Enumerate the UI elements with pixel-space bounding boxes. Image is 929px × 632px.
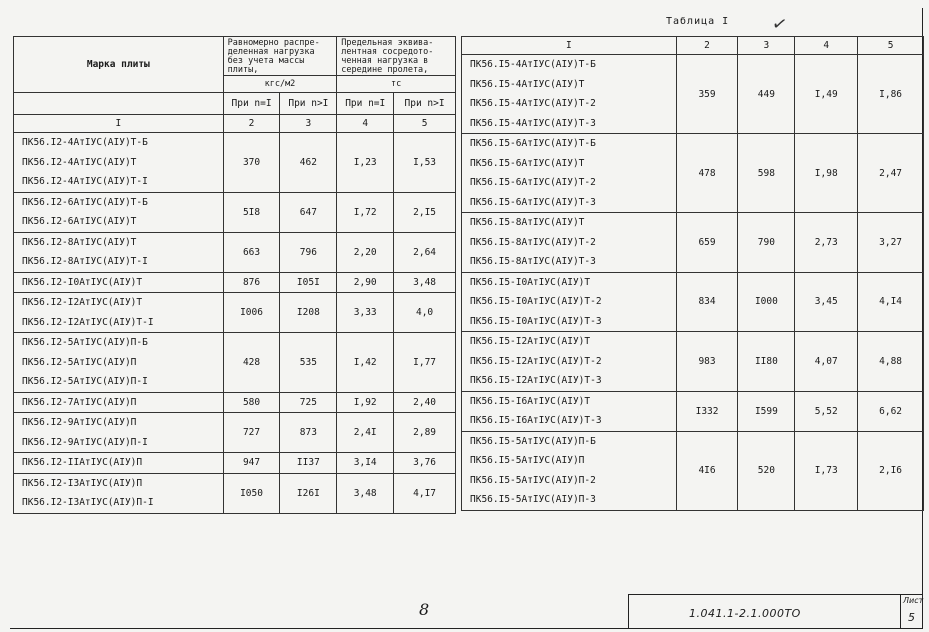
check-mark: ✓ <box>769 12 790 37</box>
brand-name: ПК56.I5-5АтIУС(АIУ)П-3 <box>470 494 596 505</box>
value-cell-v2: 727 <box>223 413 280 453</box>
right-table <box>461 36 924 511</box>
value-cell-v4: I,49 <box>795 55 858 134</box>
brand-name: ПК56.I5-6АтIУС(АIУ)Т <box>470 157 585 169</box>
brand-name: ПК56.I5-I0АтIУС(АIУ)Т <box>470 276 591 288</box>
table-row <box>14 272 456 293</box>
brand-cell <box>14 232 224 272</box>
title-block <box>628 594 923 629</box>
value-cell-v5: 4,88 <box>858 332 924 392</box>
brand-name: ПК56.I5-8АтIУС(АIУ)Т-3 <box>470 256 596 267</box>
brand-name: ПК56.I2-4АтIУС(АIУ)Т-I <box>22 176 148 187</box>
brand-name: ПК56.I2-I2АтIУС(АIУ)Т-I <box>22 316 154 328</box>
value-cell-v4: I,42 <box>337 333 394 393</box>
brand-cell <box>14 392 224 413</box>
value-cell-v3: 520 <box>738 431 795 510</box>
brand-name: ПК56.I2-4АтIУС(АIУ)Т-Б <box>22 137 148 148</box>
value-cell-v2: 663 <box>223 232 280 272</box>
brand-cell <box>14 133 224 193</box>
brand-name: ПК56.I5-I6АтIУС(АIУ)Т-3 <box>470 415 602 426</box>
header-spacer <box>14 93 224 115</box>
header-limit-unit: тс <box>337 76 456 93</box>
value-cell-v3: I000 <box>738 272 795 332</box>
header-uniform-unit: кгс/м2 <box>223 76 337 93</box>
brand-cell <box>462 391 677 431</box>
brand-name: ПК56.I5-4АтIУС(АIУ)Т <box>470 78 585 90</box>
brand-name: ПК56.I2-5АтIУС(АIУ)П <box>22 356 137 368</box>
brand-cell <box>462 272 677 332</box>
table-row <box>14 392 456 413</box>
value-cell-v5: 2,I6 <box>858 431 924 510</box>
brand-cell <box>462 332 677 392</box>
brand-name: ПК56.I5-4АтIУС(АIУ)Т-3 <box>470 117 596 129</box>
header-uniform-load: Равномерно распре-деленная нагрузка без учета массы плиты, <box>223 37 337 76</box>
value-cell-v3: 873 <box>280 413 337 453</box>
table-row <box>14 293 456 333</box>
col-number-1: I <box>14 115 224 133</box>
value-cell-v5: I,86 <box>858 55 924 134</box>
table-label: Таблица I <box>666 16 730 27</box>
value-cell-v2: 947 <box>223 453 280 474</box>
brand-name: ПК56.I2-8АтIУС(АIУ)Т <box>22 236 137 248</box>
value-cell-v5: 2,I5 <box>394 192 456 232</box>
value-cell-v2: I332 <box>676 391 738 431</box>
brand-name: ПК56.I5-5АтIУС(АIУ)П-2 <box>470 474 596 486</box>
col-number-1: I <box>462 37 677 55</box>
table-row <box>14 232 456 272</box>
brand-name: ПК56.I5-I0АтIУС(АIУ)Т-3 <box>470 315 602 327</box>
value-cell-v4: I,23 <box>337 133 394 193</box>
brand-cell <box>462 55 677 134</box>
brand-name: ПК56.I5-4АтIУС(АIУ)Т-2 <box>470 98 596 109</box>
left-table <box>13 36 456 514</box>
value-cell-v2: 5I8 <box>223 192 280 232</box>
value-cell-v3: I05I <box>280 272 337 293</box>
brand-name: ПК56.I2-I2АтIУС(АIУ)Т <box>22 297 143 308</box>
value-cell-v4: 4,07 <box>795 332 858 392</box>
page-mark: 8 <box>419 600 430 619</box>
value-cell-v5: 4,I7 <box>394 473 456 513</box>
brand-name: ПК56.I2-IIАтIУС(АIУ)П <box>22 457 143 468</box>
table-row <box>14 473 456 513</box>
value-cell-v5: 2,89 <box>394 413 456 453</box>
header-n1b: При n=I <box>337 93 394 115</box>
value-cell-v3: 725 <box>280 392 337 413</box>
header-brand: Марка плиты <box>14 37 224 93</box>
value-cell-v5: 4,0 <box>394 293 456 333</box>
header-n-gt: При n>I <box>280 93 337 115</box>
table-row <box>462 55 924 134</box>
brand-cell <box>14 473 224 513</box>
table-row <box>462 213 924 273</box>
sheet-label: Лист <box>903 596 924 605</box>
value-cell-v3: 790 <box>738 213 795 273</box>
brand-name: ПК56.I2-I3АтIУС(АIУ)П <box>22 477 143 489</box>
value-cell-v3: 535 <box>280 333 337 393</box>
brand-name: ПК56.I2-9АтIУС(АIУ)П-I <box>22 436 148 448</box>
brand-cell <box>14 333 224 393</box>
value-cell-v5: 3,27 <box>858 213 924 273</box>
brand-cell <box>462 134 677 213</box>
brand-cell <box>14 272 224 293</box>
brand-cell <box>462 431 677 510</box>
brand-name: ПК56.I5-5АтIУС(АIУ)П-Б <box>470 435 596 447</box>
value-cell-v3: I208 <box>280 293 337 333</box>
brand-name: ПК56.I2-I3АтIУС(АIУ)П-I <box>22 497 154 508</box>
value-cell-v2: 428 <box>223 333 280 393</box>
value-cell-v3: II37 <box>280 453 337 474</box>
value-cell-v5: 2,47 <box>858 134 924 213</box>
value-cell-v5: 2,64 <box>394 232 456 272</box>
value-cell-v4: 3,48 <box>337 473 394 513</box>
value-cell-v4: 3,I4 <box>337 453 394 474</box>
value-cell-v2: 834 <box>676 272 738 332</box>
brand-name: ПК56.I2-4АтIУС(АIУ)Т <box>22 156 137 168</box>
sheet-box <box>900 595 923 629</box>
table-row <box>14 133 456 193</box>
value-cell-v3: I599 <box>738 391 795 431</box>
brand-name: ПК56.I5-6АтIУС(АIУ)Т-Б <box>470 138 596 149</box>
value-cell-v3: I26I <box>280 473 337 513</box>
table-row <box>14 413 456 453</box>
value-cell-v4: I,98 <box>795 134 858 213</box>
value-cell-v3: 647 <box>280 192 337 232</box>
brand-name: ПК56.I5-4АтIУС(АIУ)Т-Б <box>470 59 596 70</box>
value-cell-v5: 4,I4 <box>858 272 924 332</box>
brand-cell <box>14 192 224 232</box>
table-row <box>14 333 456 393</box>
table-row <box>462 272 924 332</box>
table-row <box>462 332 924 392</box>
value-cell-v3: 598 <box>738 134 795 213</box>
col-number-2: 2 <box>223 115 280 133</box>
table-row <box>462 431 924 510</box>
table-row <box>462 391 924 431</box>
col-number-2: 2 <box>676 37 738 55</box>
brand-name: ПК56.I5-8АтIУС(АIУ)Т <box>470 217 585 228</box>
brand-name: ПК56.I5-I6АтIУС(АIУ)Т <box>470 395 591 407</box>
brand-name: ПК56.I5-8АтIУС(АIУ)Т-2 <box>470 236 596 248</box>
brand-cell <box>14 413 224 453</box>
value-cell-v4: I,72 <box>337 192 394 232</box>
brand-cell <box>462 213 677 273</box>
brand-name: ПК56.I2-I0АтIУС(АIУ)Т <box>22 276 143 288</box>
value-cell-v4: 2,4I <box>337 413 394 453</box>
value-cell-v2: 359 <box>676 55 738 134</box>
brand-name: ПК56.I5-6АтIУС(АIУ)Т-2 <box>470 177 596 188</box>
brand-cell <box>14 293 224 333</box>
value-cell-v2: 580 <box>223 392 280 413</box>
header-n1: При n=I <box>223 93 280 115</box>
header-n-gtb: При n>I <box>394 93 456 115</box>
col-number-3: 3 <box>280 115 337 133</box>
col-number-5: 5 <box>394 115 456 133</box>
value-cell-v5: 3,48 <box>394 272 456 293</box>
value-cell-v2: I050 <box>223 473 280 513</box>
value-cell-v2: 983 <box>676 332 738 392</box>
brand-name: ПК56.I5-I2АтIУС(АIУ)Т-2 <box>470 355 602 367</box>
brand-name: ПК56.I2-5АтIУС(АIУ)П-I <box>22 376 148 387</box>
sheet-number: 5 <box>908 611 915 624</box>
table-row <box>462 134 924 213</box>
value-cell-v4: I,92 <box>337 392 394 413</box>
brand-name: ПК56.I2-9АтIУС(АIУ)П <box>22 417 137 428</box>
value-cell-v3: 462 <box>280 133 337 193</box>
brand-name: ПК56.I2-7АтIУС(АIУ)П <box>22 396 137 408</box>
value-cell-v5: 6,62 <box>858 391 924 431</box>
brand-name: ПК56.I5-I0АтIУС(АIУ)Т-2 <box>470 296 602 307</box>
col-number-3: 3 <box>738 37 795 55</box>
value-cell-v4: 2,73 <box>795 213 858 273</box>
brand-name: ПК56.I5-6АтIУС(АIУ)Т-3 <box>470 196 596 208</box>
brand-name: ПК56.I2-6АтIУС(АIУ)Т <box>22 216 137 227</box>
value-cell-v2: 4I6 <box>676 431 738 510</box>
value-cell-v4: 3,33 <box>337 293 394 333</box>
value-cell-v3: 796 <box>280 232 337 272</box>
value-cell-v2: 370 <box>223 133 280 193</box>
value-cell-v4: 2,20 <box>337 232 394 272</box>
document-code: 1.041.1-2.1.000ТО <box>689 607 801 620</box>
brand-name: ПК56.I5-I2АтIУС(АIУ)Т <box>470 336 591 347</box>
value-cell-v5: 3,76 <box>394 453 456 474</box>
value-cell-v4: 2,90 <box>337 272 394 293</box>
brand-name: ПК56.I2-8АтIУС(АIУ)Т-I <box>22 256 148 267</box>
value-cell-v5: I,77 <box>394 333 456 393</box>
col-number-4: 4 <box>795 37 858 55</box>
value-cell-v4: 3,45 <box>795 272 858 332</box>
brand-name: ПК56.I5-5АтIУС(АIУ)П <box>470 455 585 466</box>
value-cell-v2: I006 <box>223 293 280 333</box>
table-row <box>14 453 456 474</box>
col-number-4: 4 <box>337 115 394 133</box>
value-cell-v3: 449 <box>738 55 795 134</box>
value-cell-v4: I,73 <box>795 431 858 510</box>
value-cell-v2: 876 <box>223 272 280 293</box>
header-limit-load: Предельная эквива-лентная сосредото-ченная нагрузка в середине пролета, <box>337 37 456 76</box>
brand-cell <box>14 453 224 474</box>
brand-name: ПК56.I5-I2АтIУС(АIУ)Т-3 <box>470 375 602 386</box>
value-cell-v2: 659 <box>676 213 738 273</box>
brand-name: ПК56.I2-6АтIУС(АIУ)Т-Б <box>22 196 148 208</box>
value-cell-v5: 2,40 <box>394 392 456 413</box>
value-cell-v2: 478 <box>676 134 738 213</box>
value-cell-v3: II80 <box>738 332 795 392</box>
table-row <box>14 192 456 232</box>
brand-name: ПК56.I2-5АтIУС(АIУ)П-Б <box>22 337 148 348</box>
col-number-5: 5 <box>858 37 924 55</box>
value-cell-v5: I,53 <box>394 133 456 193</box>
value-cell-v4: 5,52 <box>795 391 858 431</box>
